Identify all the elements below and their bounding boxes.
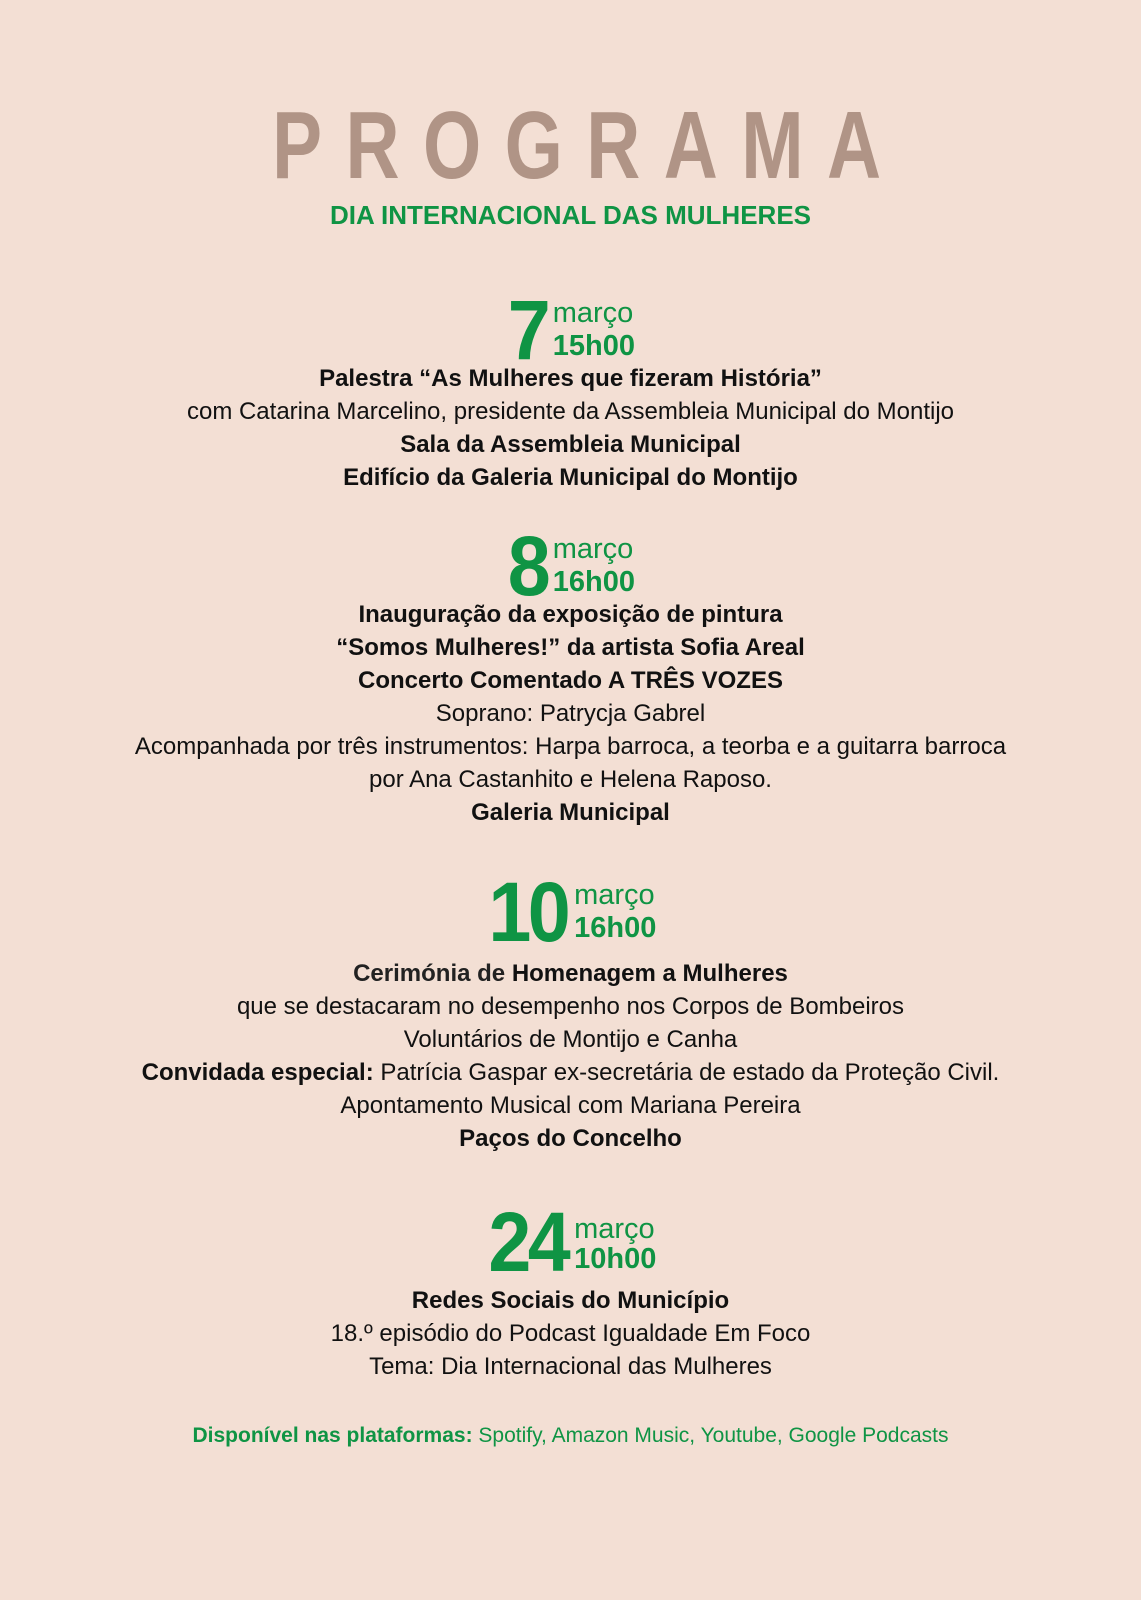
event-soprano: Soprano: Patrycja Gabrel bbox=[435, 700, 706, 727]
event-building: Edifício da Galeria Municipal do Montijo bbox=[343, 464, 798, 491]
event-8-march bbox=[0, 519, 1141, 829]
platforms-footer bbox=[0, 1422, 1141, 1450]
event-venue: Galeria Municipal bbox=[471, 799, 670, 826]
event-time: 10h00 bbox=[574, 1243, 657, 1275]
event-performers: por Ana Castanhito e Helena Raposo. bbox=[369, 766, 772, 793]
event-venue: Paços do Concelho bbox=[459, 1125, 682, 1152]
special-guest-name: Patrícia Gaspar ex-secretária de estado da Proteção Civil. bbox=[373, 1059, 1000, 1086]
platforms-label: Disponível nas plataformas: bbox=[192, 1424, 473, 1447]
event-10-march bbox=[0, 865, 1141, 1155]
event-instruments: Acompanhada por três instrumentos: Harpa barroca, a teorba e a guitarra barroca bbox=[134, 733, 1007, 760]
event-title: Redes Sociais do Município bbox=[411, 1287, 730, 1314]
event-speaker: com Catarina Marcelino, presidente da Assembleia Municipal do Montijo bbox=[186, 398, 955, 425]
page-subtitle: DIA INTERNACIONAL DAS MULHERES bbox=[329, 200, 811, 230]
event-time: 16h00 bbox=[552, 566, 635, 598]
event-podcast: 18.º episódio do Podcast Igualdade Em Foco bbox=[330, 1320, 811, 1347]
event-month: março bbox=[574, 879, 655, 911]
event-date bbox=[0, 865, 1141, 959]
special-guest-label: Convidada especial: bbox=[141, 1059, 374, 1086]
event-day: 10 bbox=[488, 865, 567, 959]
event-24-march bbox=[0, 1195, 1141, 1383]
event-special-guest bbox=[0, 1056, 1141, 1089]
event-title: Inauguração da exposição de pintura bbox=[358, 601, 783, 628]
event-concert: Concerto Comentado A TRÊS VOZES bbox=[358, 667, 783, 694]
event-time: 15h00 bbox=[552, 330, 635, 362]
event-time: 16h00 bbox=[574, 912, 657, 944]
event-description: que se destacaram no desempenho nos Corpos de Bombeiros bbox=[236, 993, 905, 1020]
event-theme: Tema: Dia Internacional das Mulheres bbox=[369, 1353, 772, 1380]
event-date bbox=[0, 283, 1141, 377]
event-music: Apontamento Musical com Mariana Pereira bbox=[340, 1092, 801, 1119]
event-date bbox=[0, 1195, 1141, 1289]
event-month: março bbox=[552, 533, 634, 565]
event-day: 8 bbox=[507, 519, 548, 613]
event-description-cont: Voluntários de Montijo e Canha bbox=[403, 1026, 738, 1053]
event-month: março bbox=[574, 1213, 655, 1245]
page-title: PROGRAMA bbox=[272, 92, 905, 199]
event-day: 7 bbox=[507, 283, 548, 377]
event-day: 24 bbox=[488, 1195, 567, 1289]
event-title-main: Homenagem a Mulheres bbox=[511, 960, 788, 987]
platforms-list: Spotify, Amazon Music, Youtube, Google Podcasts bbox=[472, 1424, 949, 1447]
event-7-march bbox=[0, 283, 1141, 494]
event-venue: Sala da Assembleia Municipal bbox=[400, 431, 741, 458]
event-title: Palestra “As Mulheres que fizeram História” bbox=[319, 365, 822, 392]
event-title bbox=[0, 957, 1141, 990]
event-title-prefix: Cerimónia de bbox=[353, 960, 512, 987]
event-exhibition: “Somos Mulheres!” da artista Sofia Areal bbox=[336, 634, 805, 661]
event-date bbox=[0, 519, 1141, 613]
event-month: março bbox=[552, 297, 634, 329]
